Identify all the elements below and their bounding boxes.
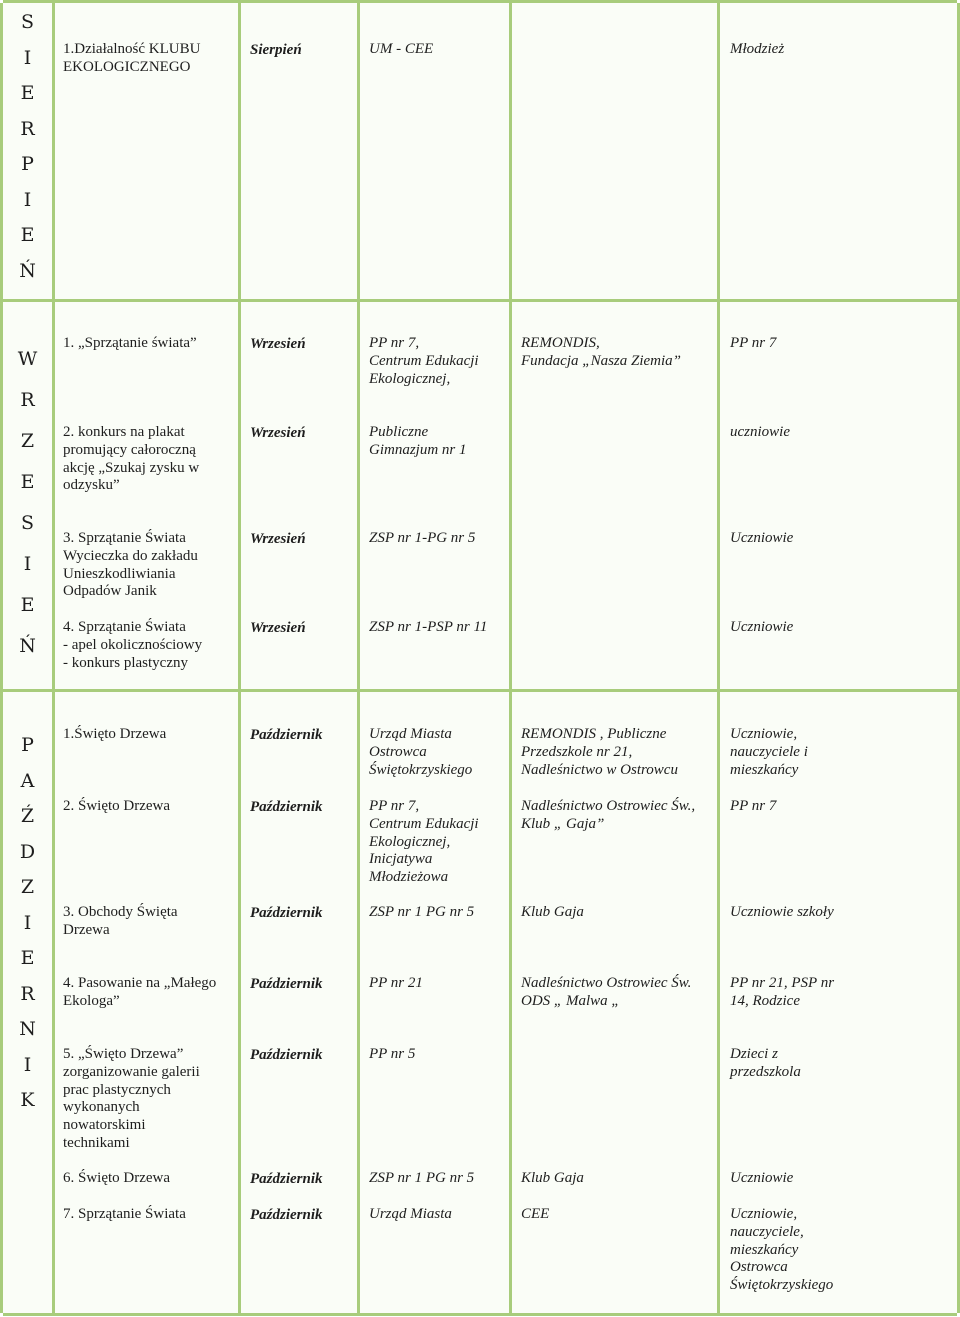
place-cell: ZSP nr 1 PG nr 5 (369, 1170, 475, 1186)
activity-cell: 1.Święto Drzewa (63, 726, 167, 742)
activity-cell: 3. Sprzątanie Świata Wycieczka do zakładu Unieszkodliwiania Odpadów Janik (63, 530, 198, 600)
month-cell: Wrzesień (250, 336, 306, 352)
place-cell: Urząd Miasta Ostrowca Świętokrzyskiego (369, 726, 473, 778)
month-letter: R (20, 389, 35, 411)
month-letter: W (17, 348, 38, 370)
activity-cell: 7. Sprzątanie Świata (63, 1206, 186, 1222)
month-letter: Ń (19, 259, 36, 282)
month-letter: E (20, 594, 35, 616)
place-cell: PP nr 7, Centrum Edukacji Ekologicznej, Inicjatywa Młodzieżowa (369, 798, 479, 886)
month-letter: I (23, 46, 32, 69)
participants-cell: Uczniowie (730, 1170, 794, 1186)
month-letter: P (21, 734, 34, 756)
month-letter: Ń (19, 635, 36, 657)
participants-cell: Uczniowie szkoły (730, 904, 834, 920)
month-cell: Październik (250, 1207, 323, 1223)
place-cell: PP nr 7, Centrum Edukacji Ekologicznej, (369, 335, 479, 387)
activity-cell: 2. konkurs na plakat promujący całoroczną akcję „Szukaj zysku w odzysku” (63, 424, 200, 494)
month-letter: N (19, 1018, 36, 1040)
month-letter: K (20, 1089, 35, 1111)
month-letter: Ź (20, 805, 35, 827)
activity-cell: 5. „Święto Drzewa” zorganizowanie galerii prac plastycznych wykonanych nowatorskimi technikami (63, 1046, 200, 1151)
participants-cell: Uczniowie, nauczyciele i mieszkańcy (730, 726, 808, 778)
month-cell: Październik (250, 727, 323, 743)
column-separator (357, 3, 360, 1313)
month-cell: Październik (250, 1171, 323, 1187)
activity-cell: 2. Święto Drzewa (63, 798, 171, 814)
place-cell: PP nr 5 (369, 1046, 416, 1062)
column-separator (238, 3, 241, 1313)
column-separator (52, 3, 55, 1313)
month-letter: S (20, 512, 35, 534)
partners-cell: CEE (521, 1206, 550, 1222)
participants-cell: Młodzież (730, 41, 785, 57)
month-cell: Sierpień (250, 42, 302, 58)
place-cell: ZSP nr 1-PSP nr 11 (369, 619, 488, 635)
month-letter: I (23, 553, 32, 575)
month-letter: P (21, 153, 34, 175)
month-letter: E (20, 82, 35, 104)
month-letter: I (23, 188, 32, 211)
month-cell: Październik (250, 905, 323, 921)
participants-cell: PP nr 7 (730, 335, 777, 351)
activity-cell: 4. Sprzątanie Świata - apel okolicznościowy - konkurs plastyczny (63, 619, 203, 671)
month-letters-wrzesien (3, 339, 52, 667)
month-letter: R (20, 117, 35, 140)
month-letters-pazdziernik (3, 728, 52, 1119)
month-letters-sierpien (3, 5, 52, 289)
participants-cell: Dzieci z przedszkola (730, 1046, 801, 1080)
month-letter: Z (20, 430, 35, 452)
schedule-table (3, 3, 957, 1313)
participants-cell: PP nr 21, PSP nr 14, Rodzice (730, 975, 835, 1009)
participants-cell: Uczniowie, nauczyciele, mieszkańcy Ostrowca Świętokrzyskiego (730, 1206, 834, 1294)
month-letter: A (20, 769, 35, 792)
month-letter: R (20, 982, 35, 1005)
activity-cell: 4. Pasowanie na „Małego Ekologa” (63, 975, 217, 1009)
month-cell: Październik (250, 799, 323, 815)
month-letter: I (23, 911, 32, 934)
month-letter: E (20, 947, 35, 969)
activity-cell: 1.Działalność KLUBU EKOLOGICZNEGO (63, 41, 201, 75)
month-cell: Wrzesień (250, 425, 306, 441)
month-letter: E (20, 224, 35, 246)
partners-cell: Nadleśnictwo Ostrowiec Św., Klub „ Gaja” (521, 798, 696, 832)
partners-cell: Klub Gaja (521, 904, 584, 920)
place-cell: Publiczne Gimnazjum nr 1 (369, 424, 467, 458)
participants-cell: Uczniowie (730, 619, 794, 635)
table-border-top (3, 0, 957, 3)
place-cell: Urząd Miasta (369, 1206, 452, 1222)
partners-cell: REMONDIS , Publiczne Przedszkole nr 21, Nadleśnictwo w Ostrowcu (521, 726, 678, 778)
column-separator (509, 3, 512, 1313)
activity-cell: 1. „Sprzątanie świata” (63, 335, 197, 351)
activity-cell: 3. Obchody Święta Drzewa (63, 904, 178, 938)
participants-cell: Uczniowie (730, 530, 794, 546)
column-separator (717, 3, 720, 1313)
month-cell: Październik (250, 976, 323, 992)
month-letter: Z (20, 876, 35, 898)
place-cell: ZSP nr 1 PG nr 5 (369, 904, 475, 920)
section-separator (3, 689, 957, 692)
month-cell: Wrzesień (250, 620, 306, 636)
partners-cell: Nadleśnictwo Ostrowiec Św. ODS „ Malwa „ (521, 975, 692, 1009)
partners-cell: REMONDIS, Fundacja „Nasza Ziemia” (521, 335, 682, 369)
partners-cell: Klub Gaja (521, 1170, 584, 1186)
month-letter: D (19, 840, 36, 863)
section-separator (3, 299, 957, 302)
month-letter: I (23, 1053, 32, 1076)
place-cell: UM - CEE (369, 41, 434, 57)
month-cell: Październik (250, 1047, 323, 1063)
place-cell: PP nr 21 (369, 975, 423, 991)
participants-cell: PP nr 7 (730, 798, 777, 814)
place-cell: ZSP nr 1-PG nr 5 (369, 530, 476, 546)
month-letter: E (20, 471, 35, 493)
activity-cell: 6. Święto Drzewa (63, 1170, 171, 1186)
table-border-bottom (3, 1313, 957, 1316)
month-cell: Wrzesień (250, 531, 306, 547)
month-letter: S (20, 11, 35, 33)
participants-cell: uczniowie (730, 424, 790, 440)
